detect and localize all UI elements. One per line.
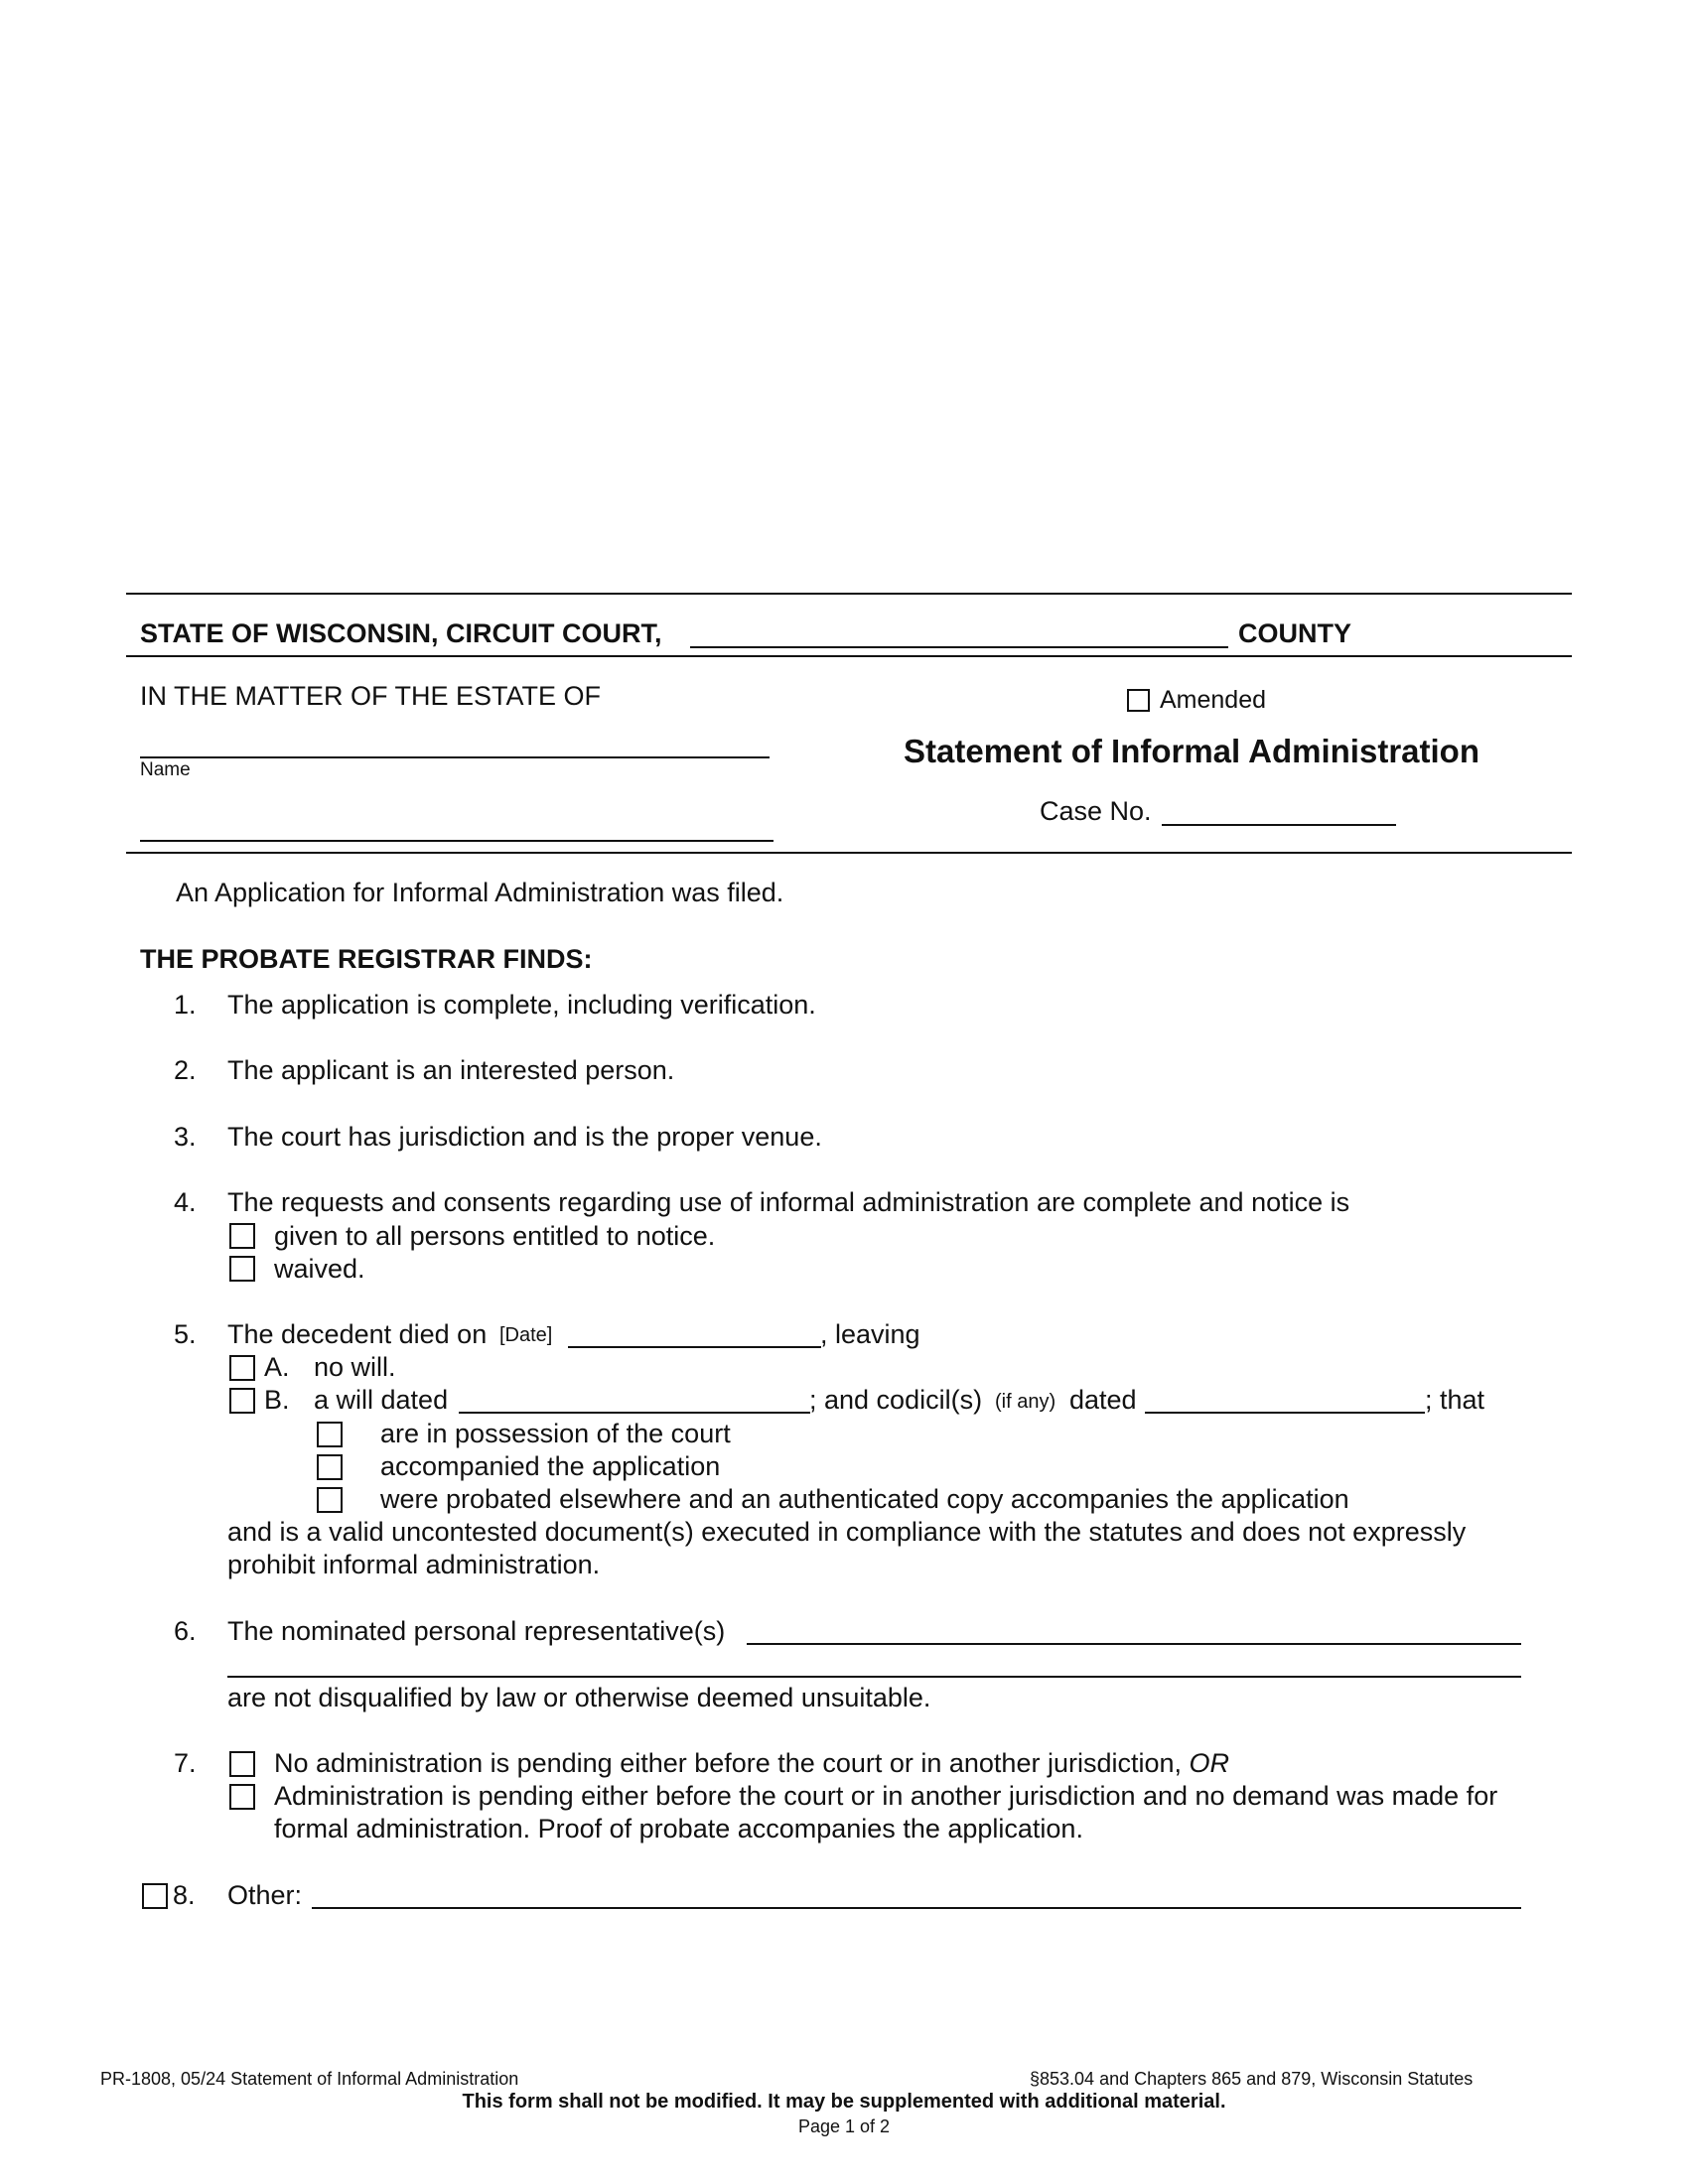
item2-text: The applicant is an interested person. xyxy=(227,1055,675,1085)
county-label: COUNTY xyxy=(1238,618,1351,648)
option-b-letter: B. xyxy=(264,1385,290,1415)
item6-text: The nominated personal representative(s) xyxy=(227,1616,726,1646)
probated-elsewhere-checkbox[interactable] xyxy=(317,1487,343,1513)
that-text: ; that xyxy=(1425,1385,1485,1415)
no-will-checkbox[interactable] xyxy=(229,1355,255,1381)
will-dated-label: a will dated xyxy=(314,1385,449,1415)
decedent-name-field[interactable] xyxy=(140,756,770,758)
form-title: Statement of Informal Administration xyxy=(904,733,1479,769)
notice-given-checkbox[interactable] xyxy=(229,1223,255,1249)
item6-continuation: are not disqualified by law or otherwise deemed unsuitable. xyxy=(227,1683,931,1712)
dated-text: dated xyxy=(1069,1385,1137,1415)
item1-text: The application is complete, including verification. xyxy=(227,990,816,1020)
other-field[interactable] xyxy=(312,1907,1521,1909)
item2-number: 2. xyxy=(174,1055,197,1085)
notice-waived-label: waived. xyxy=(274,1254,365,1284)
name-label: Name xyxy=(140,759,191,780)
page-number: Page 1 of 2 xyxy=(797,2116,891,2136)
item5-number: 5. xyxy=(174,1319,197,1349)
option-a-letter: A. xyxy=(264,1352,290,1382)
form-id: PR-1808, 05/24 Statement of Informal Administration xyxy=(100,2069,519,2089)
header-bottom-rule xyxy=(126,852,1572,854)
other-checkbox[interactable] xyxy=(142,1883,168,1909)
leaving-text: , leaving xyxy=(820,1319,920,1349)
item8-number: 8. xyxy=(173,1880,196,1910)
amended-label: Amended xyxy=(1160,686,1267,714)
codicil-date-field[interactable] xyxy=(1145,1412,1425,1414)
or-text: OR xyxy=(1189,1748,1230,1778)
notice-waived-checkbox[interactable] xyxy=(229,1256,255,1282)
personal-representative-field[interactable] xyxy=(747,1643,1521,1645)
case-no-field[interactable] xyxy=(1162,824,1396,826)
intro-text: An Application for Informal Administration was filed. xyxy=(176,878,784,907)
item5-continuation-2: prohibit informal administration. xyxy=(227,1550,601,1579)
probated-elsewhere-label: were probated elsewhere and an authenticated copy accompanies the application xyxy=(380,1484,1349,1514)
matter-label: IN THE MATTER OF THE ESTATE OF xyxy=(140,681,602,711)
if-any-hint: (if any) xyxy=(995,1391,1056,1413)
case-no-label: Case No. xyxy=(1040,796,1152,826)
item3-number: 3. xyxy=(174,1122,197,1152)
amended-checkbox[interactable] xyxy=(1127,689,1150,712)
personal-representative-field-2[interactable] xyxy=(227,1676,1521,1678)
item5-lead: The decedent died on xyxy=(227,1319,488,1349)
accompanied-checkbox[interactable] xyxy=(317,1454,343,1480)
item4-text: The requests and consents regarding use of informal administration are complete and notice is xyxy=(227,1187,1350,1217)
no-administration-pending-label xyxy=(274,1747,1229,1779)
no-will-label: no will. xyxy=(314,1352,396,1382)
administration-pending-label-1: Administration is pending either before the court or in another jurisdiction and no demand was made for xyxy=(274,1781,1498,1811)
county-name-field[interactable] xyxy=(690,646,1228,648)
administration-pending-label-2: formal administration. Proof of probate accompanies the application. xyxy=(274,1814,1083,1843)
no-administration-pending-checkbox[interactable] xyxy=(229,1751,255,1777)
item7-number: 7. xyxy=(174,1748,197,1778)
date-hint: [Date] xyxy=(499,1324,553,1346)
no-administration-pending-text: No administration is pending either before the court or in another jurisdiction, xyxy=(274,1748,1183,1778)
codicil-text: ; and codicil(s) xyxy=(809,1385,983,1415)
findings-heading: THE PROBATE REGISTRAR FINDS: xyxy=(140,944,593,974)
court-line: STATE OF WISCONSIN, CIRCUIT COURT, xyxy=(140,618,662,648)
item3-text: The court has jurisdiction and is the proper venue. xyxy=(227,1122,822,1152)
administration-pending-checkbox[interactable] xyxy=(229,1784,255,1810)
will-dated-checkbox[interactable] xyxy=(229,1388,255,1414)
header-mid-rule xyxy=(126,655,1572,657)
item6-number: 6. xyxy=(174,1616,197,1646)
modification-notice: This form shall not be modified. It may be supplemented with additional material. xyxy=(462,2091,1226,2113)
item1-number: 1. xyxy=(174,990,197,1020)
in-possession-label: are in possession of the court xyxy=(380,1419,731,1448)
statutes-reference: §853.04 and Chapters 865 and 879, Wisconsin Statutes xyxy=(1030,2069,1474,2089)
in-possession-checkbox[interactable] xyxy=(317,1422,343,1447)
item4-number: 4. xyxy=(174,1187,197,1217)
item5-continuation-1: and is a valid uncontested document(s) executed in compliance with the statutes and does not expressly xyxy=(227,1517,1467,1547)
notice-given-label: given to all persons entitled to notice. xyxy=(274,1221,716,1251)
other-label: Other: xyxy=(227,1880,303,1910)
header-top-rule xyxy=(126,593,1572,595)
death-date-field[interactable] xyxy=(568,1346,821,1348)
accompanied-label: accompanied the application xyxy=(380,1451,721,1481)
will-date-field[interactable] xyxy=(459,1412,810,1414)
decedent-name-field-2[interactable] xyxy=(140,840,774,842)
